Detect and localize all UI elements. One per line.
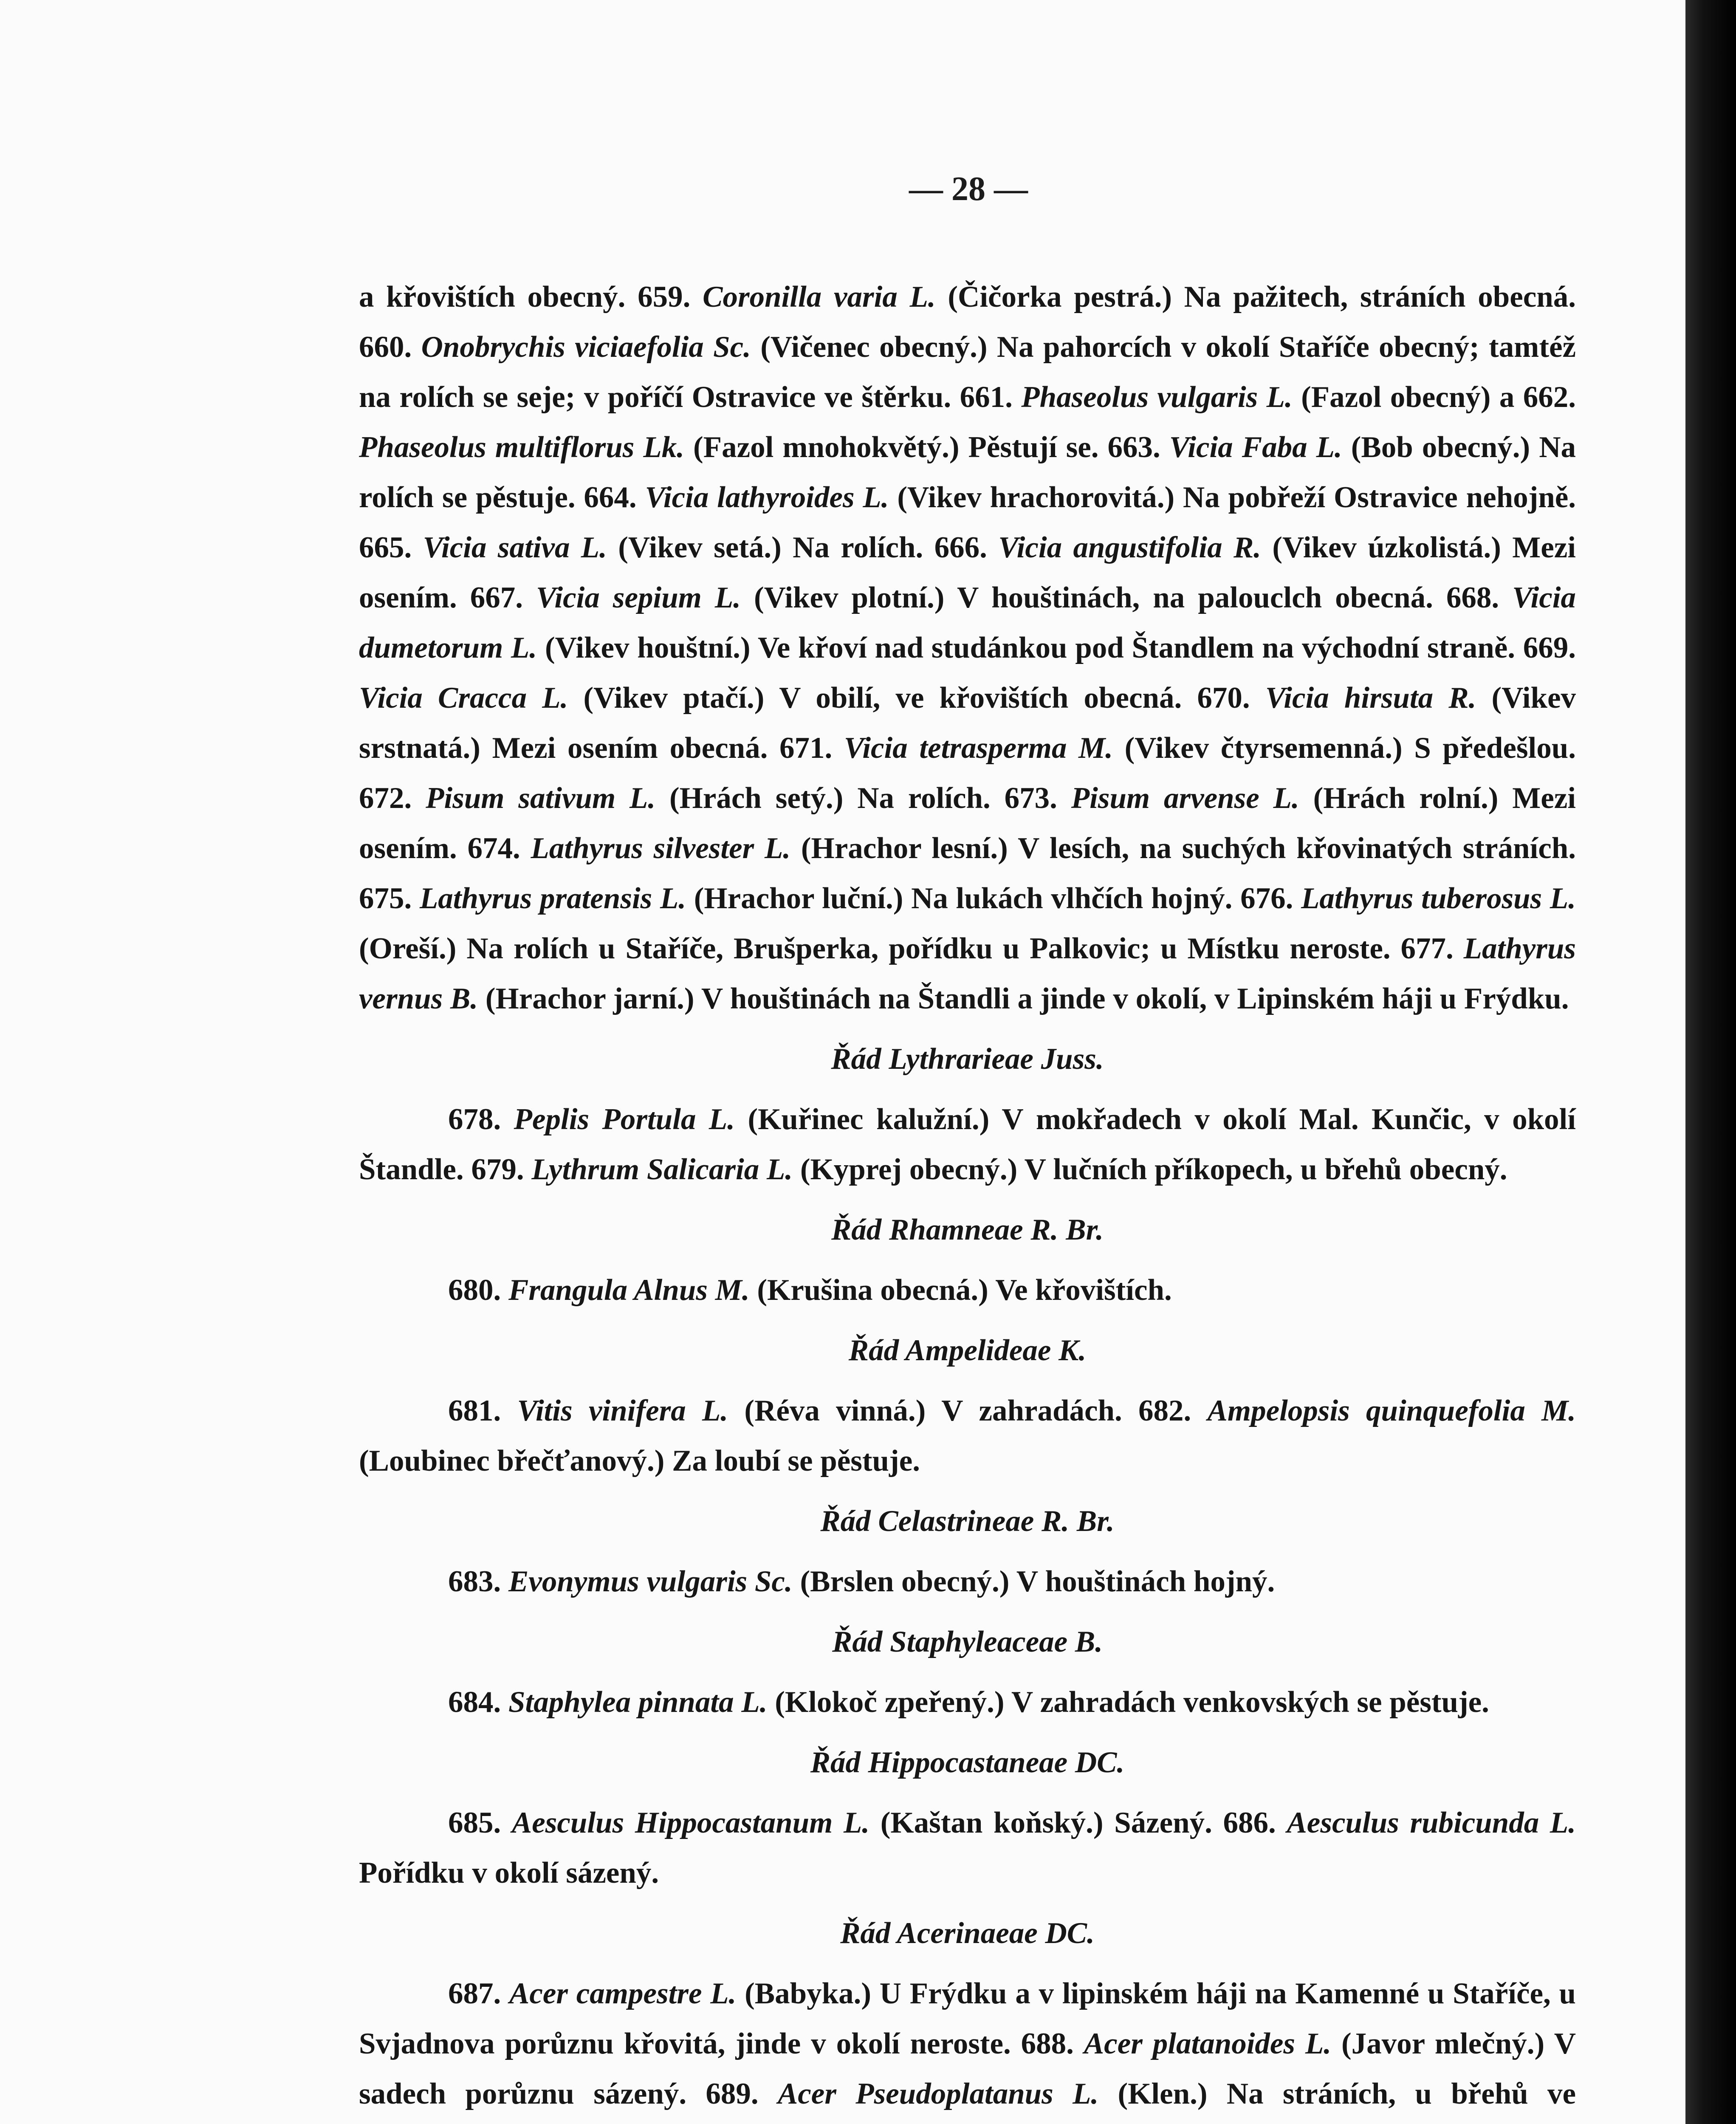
- order-heading: Řád Celastrineae R. Br.: [820, 1505, 1115, 1538]
- species-paragraph: 678. Peplis Portula L. (Kuřinec kalužní.) V mokřadech v okolí Mal. Kunčic, v okolí Štandle. 679. Lythrum Salicaria L. (Kyprej obecný.) V lučních příkopech, u břehů obecný.: [359, 1103, 1576, 1186]
- order-heading: Řád Staphyleaceae B.: [832, 1625, 1103, 1658]
- order-heading: Řád Lythrarieae Juss.: [831, 1042, 1104, 1076]
- page-text: [359, 272, 1576, 2124]
- species-paragraph: a křovištích obecný. 659. Coronilla varia L. (Čičorka pestrá.) Na pažitech, stráních obecná. 660. Onobrychis viciaefolia Sc. (Vičenec obecný.) Na pahorcích v okolí Staříče obecný; tamtéž na rolích se seje; v poříčí Ostravice ve štěrku. 661. Phaseolus vulgaris L. (Fazol obecný) a 662. Phaseolus multiflorus Lk. (Fazol mnohokvětý.) Pěstují se. 663. Vicia Faba L. (Bob obecný.) Na rolích se pěstuje. 664. Vicia lathyroides L. (Vikev hrachorovitá.) Na pobřeží Ostravice nehojně. 665. Vicia sativa L. (Vikev setá.) Na rolích. 666. Vicia angustifolia R. (Vikev úzkolistá.) Mezi osením. 667. Vicia sepium L. (Vikev plotní.) V houštinách, na palouclch obecná. 668. Vicia dumetorum L. (Vikev houštní.) Ve křoví nad studánkou pod Štandlem na východní straně. 669. Vicia Cracca L. (Vikev ptačí.) V obilí, ve křovištích obecná. 670. Vicia hirsuta R. (Vikev srstnatá.) Mezi osením obecná. 671. Vicia tetrasperma M. (Vikev čtyrsemenná.) S předešlou. 672. Pisum sativum L. (Hrách setý.) Na rolích. 673. Pisum arvense L. (Hrách rolní.) Mezi osením. 674. Lathyrus silvester L. (Hrachor lesní.) V lesích, na suchých křovinatých stráních. 675. Lathyrus pratensis L. (Hrachor luční.) Na lukách vlhčích hojný. 676. Lathyrus tuberosus L. (Oreší.) Na rolích u Staříče, Brušperka, pořídku u Palkovic; u Místku neroste. 677. Lathyrus vernus B. (Hrachor jarní.) V houštinách na Štandli a jinde v okolí, v Lipinském háji u Frýdku.: [359, 280, 1576, 1015]
- page-number: — 28 —: [909, 170, 1028, 208]
- order-heading: Řád Hippocastaneae DC.: [810, 1746, 1125, 1779]
- species-paragraph: 680. Frangula Alnus M. (Krušina obecná.) Ve křovištích.: [448, 1274, 1172, 1307]
- order-heading: Řád Ampelideae K.: [848, 1334, 1087, 1367]
- order-heading: Řád Acerinaeae DC.: [840, 1917, 1095, 1950]
- binding-shadow: [1685, 0, 1736, 2124]
- species-paragraph: 684. Staphylea pinnata L. (Klokoč zpeřený.) V zahradách venkovských se pěstuje.: [448, 1686, 1489, 1719]
- species-paragraph: 683. Evonymus vulgaris Sc. (Brslen obecný.) V houštinách hojný.: [448, 1565, 1275, 1598]
- species-paragraph: 687. Acer campestre L. (Babyka.) U Frýdku a v lipinském háji na Kamenné u Staříče, u Svjadnova porůznu křovitá, jinde v okolí neroste. 688. Acer platanoides L. (Javor mlečný.) V sadech porůznu sázený. 689. Acer Pseudoplatanus L. (Klen.) Na stráních, u břehů ve: [359, 1977, 1576, 2110]
- species-paragraph: 685. Aesculus Hippocastanum L. (Kaštan koňský.) Sázený. 686. Aesculus rubicunda L. Pořídku v okolí sázený.: [359, 1806, 1576, 1890]
- order-heading: Řád Rhamneae R. Br.: [831, 1213, 1104, 1246]
- species-paragraph: 681. Vitis vinifera L. (Réva vinná.) V zahradách. 682. Ampelopsis quinquefolia M. (Loubinec břečťanový.) Za loubí se pěstuje.: [359, 1394, 1576, 1477]
